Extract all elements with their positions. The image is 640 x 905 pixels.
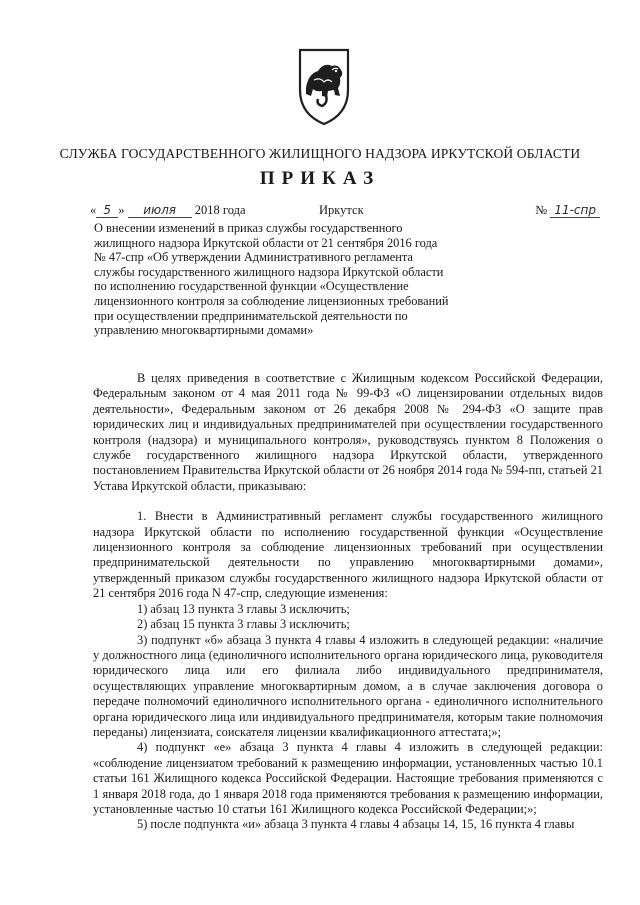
close-quote: » (118, 203, 125, 217)
organization-name: СЛУЖБА ГОСУДАРСТВЕННОГО ЖИЛИЩНОГО НАДЗОРА ИРКУТСКОЙ ОБЛАСТИ (59, 146, 581, 161)
clause-item: 5) после подпункта «и» абзаца 3 пункта 4 главы 4 абзацы 14, 15, 16 пункта 4 главы (137, 817, 575, 832)
date-month: июля (128, 204, 192, 218)
subject-line: жилищного надзора Иркутской области от 21 сентября 2016 года (94, 235, 438, 250)
subject-line: № 47-спр «Об утверждении Административного регламента (94, 250, 413, 265)
city-name: Иркутск (319, 203, 364, 217)
order-body (93, 371, 603, 833)
subject-line: управлению многоквартирными домами» (94, 323, 314, 338)
clause-paragraph: 1. Внести в Административный регламент службы государственного жилищного надзора Иркутской области по исполнению государственной функции «Осуществление лицензионного контроля за соблюдение лицензионных требований при осуществлении предпринимательской деятельности по управлению многоквартирными домами», утвержденный приказом службы государственного жилищного надзора Иркутской области от 21 сентября 2016 года N 47-спр, следующие изменения: (93, 509, 603, 601)
clause-item: 4) подпункт «е» абзаца 3 пункта 4 главы 4 изложить в следующей редакции: «соблюдение лицензиатом требований к размещению информации, установленных частью 10.1 статьи 161 Жилищного кодекса Российской Федерации. Настоящие требования применяются с 1 января 2018 года, до 1 января 2018 года применяются требования к размещению информации, установленные частью 10 статьи 161 Жилищного кодекса Российской Федерации;»; (93, 740, 603, 816)
subject-line: лицензионного контроля за соблюдение лицензионных требований (94, 293, 449, 308)
subject-line: по исполнению государственной функции «Осуществление (94, 279, 409, 294)
document-title: ПРИКАЗ (259, 168, 381, 189)
subject-line: при осуществлении предпринимательской деятельности по (94, 308, 408, 323)
date-line (90, 203, 600, 221)
number-label: № (535, 203, 548, 217)
clause-item: 1) абзац 13 пункта 3 главы 3 исключить; (137, 601, 350, 616)
clause-item: 3) подпункт «б» абзаца 3 пункта 4 главы 4 изложить в следующей редакции: «наличие у должностного лица (единоличного исполнительного органа юридического лица, руководителя юридического лица или его филиала либо индивидуального предпринимателя, осуществляющих управление многоквартирным домом, а в случае заключения договора о передаче полномочий единоличного исполнительного органа - единоличного исполнительного органа юридического лица или индивидуального предпринимателя, которым такие полномочия переданы) лицензиата, соискателя лицензии квалификационного аттестата;»; (93, 632, 603, 739)
coat-of-arms-icon (294, 44, 354, 128)
subject-line: службы государственного жилищного надзора Иркутской области (94, 264, 444, 279)
order-subject (94, 221, 474, 338)
open-quote: « (90, 203, 97, 217)
order-date (90, 203, 246, 218)
date-day: 5 (96, 204, 118, 218)
clause-item: 2) абзац 15 пункта 3 главы 3 исключить; (137, 617, 350, 632)
date-year: 2018 года (194, 203, 246, 217)
order-number (535, 203, 600, 218)
order-number-value: 11-спр (550, 204, 600, 218)
subject-line: О внесении изменений в приказ службы государственного (94, 221, 403, 235)
preamble-paragraph: В целях приведения в соответствие с Жилищным кодексом Российской Федерации, Федеральным законом от 4 мая 2011 года № 99-ФЗ «О лицензировании отдельных видов деятельности», Федеральным законом от 26 декабря 2008 № 294-ФЗ «О защите прав юридических лиц и индивидуальных предпринимателей при осуществлении государственного контроля (надзора) и муниципального контроля», руководствуясь пунктом 8 Положения о службе государственного жилищного надзора Иркутской области, утвержденного постановлением Правительства Иркутской области от 26 ноября 2014 года № 594-пп, статьей 21 Устава Иркутской области, приказываю: (93, 371, 603, 493)
